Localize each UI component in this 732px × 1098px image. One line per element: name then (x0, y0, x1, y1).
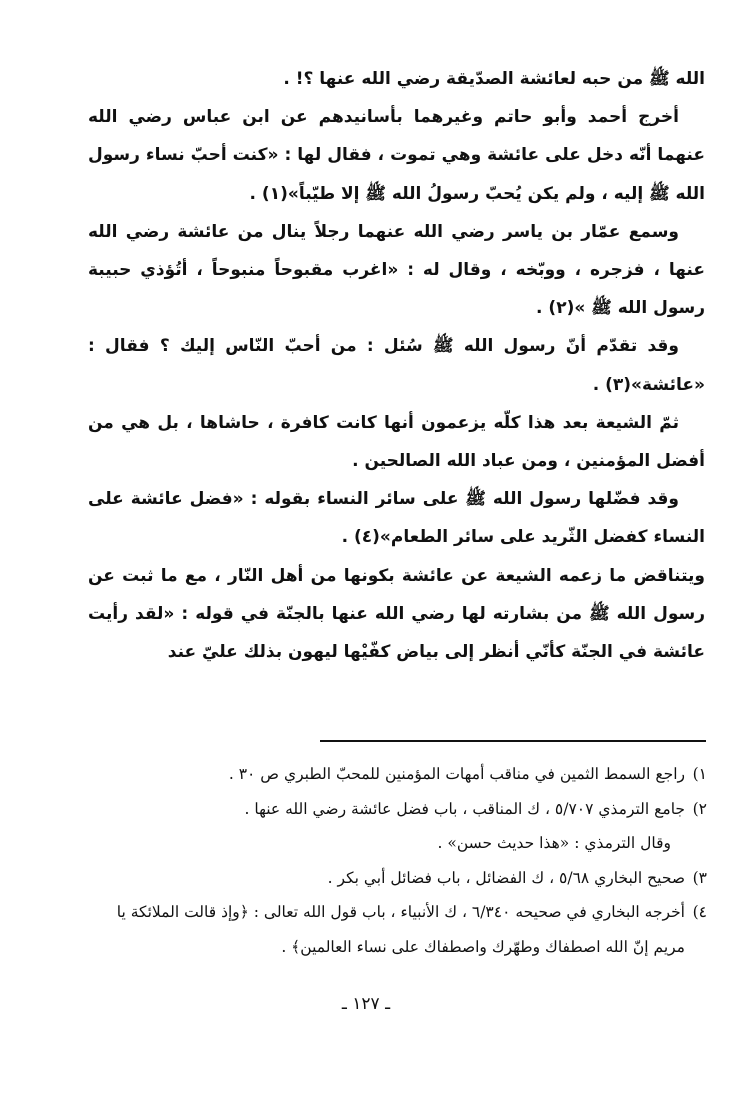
footnote-number: ٣) (692, 868, 707, 887)
footnote-text: صحيح البخاري ٥/٦٨ ، ك الفضائل ، باب فضائل أبي بكر . (327, 868, 685, 887)
paragraph: ثمّ الشيعة بعد هذا كلّه يزعمون أنها كانت كافرة ، حاشاها ، بل هي من أفضل المؤمنين ، ومن عباد الله الصالحين . (88, 412, 705, 472)
footnote-number: ٢) (692, 799, 707, 818)
footnote (95, 861, 707, 896)
footnote-text: راجع السمط الثمين في مناقب أمهات المؤمنين للمحبّ الطبري ص ٣٠ . (228, 765, 685, 783)
page-number: ـ ١٢٧ ـ (341, 994, 391, 1014)
paragraph: أخرج أحمد وأبو حاتم وغيرهما بأسانيدهم عن ابن عباس رضي الله عنهما أنّه دخل على عائشة وهي تموت ، فقال لها : «كنت أحبّ نساء رسول الله ﷺ إليه ، ولم يكن يُحبّ رسولُ الله ﷺ إلا طيّباً»(١) . (88, 107, 705, 204)
footnotes (95, 757, 707, 964)
footnote-text: جامع الترمذي ٥/٧٠٧ ، ك المناقب ، باب فضل عائشة رضي الله عنها . (244, 799, 685, 818)
footnote (95, 792, 707, 861)
footnote-text: أخرجه البخاري في صحيحه ٦/٣٤٠ ، ك الأنبياء ، باب قول الله تعالى : ﴿وإذ قالت الملائكة يا مريم إنّ الله اصطفاك وطهّرك واصطفاك على نساء العالمين﴾ . (116, 903, 685, 956)
footnote-number: ٤) (692, 903, 707, 921)
paragraph: وقد تقدّم أنّ رسول الله ﷺ سُئل : من أحبّ النّاس إليك ؟ فقال : «عائشة»(٣) . (88, 336, 705, 395)
footnote-divider (320, 740, 706, 742)
paragraph: وقد فضّلها رسول الله ﷺ على سائر النساء بقوله : «فضل عائشة على النساء كفضل الثّريد على سائر الطعام»(٤) . (88, 489, 705, 548)
footnote (95, 895, 707, 964)
paragraph: وسمع عمّار بن ياسر رضي الله عنهما رجلاً ينال من عائشة رضي الله عنها ، فزجره ، ووبّخه ، وقال له : «اغرب مقبوحاً منبوحاً ، أتُؤذي حبيبة رسول الله ﷺ »(٢) . (88, 221, 705, 319)
footnote (95, 757, 707, 792)
main-text (88, 60, 705, 671)
paragraph: ويتناقض ما زعمه الشيعة عن عائشة بكونها من أهل النّار ، مع ما ثبت عن رسول الله ﷺ من بشارته لها رضي الله عنها بالجنّة في قوله : «لقد رأيت عائشة في الجنّة كأنّي أنظر إلى بياض كفّيْها ليهون بذلك عليّ عند (88, 565, 705, 663)
footnote-number: ١) (692, 765, 707, 783)
footnote-text: وقال الترمذي : «هذا حديث حسن» . (437, 834, 671, 852)
paragraph: الله ﷺ من حبه لعائشة الصدّيقة رضي الله عنها ؟! . (283, 69, 705, 89)
